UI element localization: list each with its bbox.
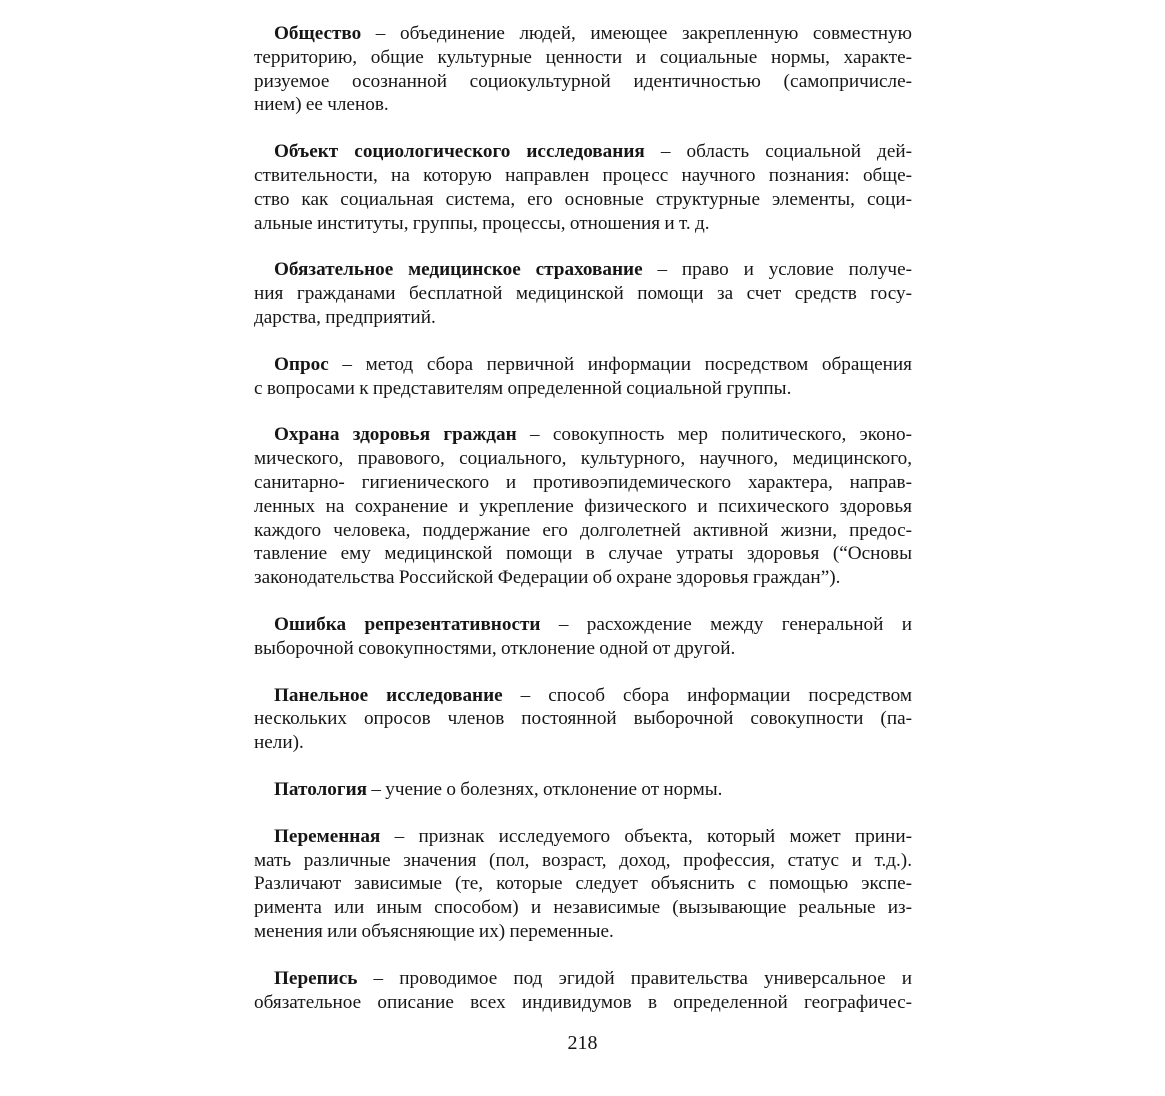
- entry-line: римента или иным способом) и независимые (вызывающие реальные из-: [254, 897, 912, 919]
- entry-line: [254, 140, 912, 164]
- entry-term: Патология: [274, 778, 368, 800]
- entry-line: [254, 778, 912, 802]
- page-body: [254, 22, 912, 1037]
- entry-text: – совокупность мер политического, эконо-: [516, 424, 912, 446]
- entry-line: нели).: [254, 732, 304, 754]
- entry-line: [254, 613, 912, 637]
- entry-text: – признак исследуемого объекта, который может прини-: [380, 825, 912, 847]
- entry-line: ленных на сохранение и укрепление физического и психического здоровья: [254, 495, 912, 517]
- entry-line: ство как социальная система, его основные структурные элементы, соци-: [254, 188, 912, 210]
- entry-line: Различают зависимые (те, которые следует объяснить с помощью экспе-: [254, 873, 912, 895]
- entry-text: – право и условие получе-: [642, 259, 912, 281]
- entry-line: ризуемое осознанной социокультурной идентичностью (самопричисле-: [254, 70, 912, 92]
- entry-term: Опрос: [274, 353, 329, 375]
- entry-text: – область социальной дей-: [644, 141, 912, 163]
- entry-line: мать различные значения (пол, возраст, доход, профессия, статус и т.д.).: [254, 849, 912, 871]
- glossary-entry-peremennaya: [254, 825, 912, 944]
- glossary-entry-oms: [254, 258, 912, 329]
- glossary-entry-panelnoe-issledovanie: [254, 684, 912, 755]
- entry-line: [254, 684, 912, 708]
- entry-text: – объединение людей, имеющее закрепленную совместную: [361, 23, 912, 44]
- entry-line: территорию, общие культурные ценности и социальные нормы, характе-: [254, 46, 912, 68]
- entry-term: Перепись: [274, 967, 358, 989]
- entry-line: ния гражданами бесплатной медицинской помощи за счет средств госу-: [254, 283, 912, 305]
- entry-term: Обязательное медицинское страхование: [274, 259, 643, 281]
- entry-text: – учение о болезнях, отклонение от нормы.: [367, 778, 723, 800]
- entry-text: – проводимое под эгидой правительства универсальное и: [357, 967, 912, 989]
- entry-term: Панельное исследование: [274, 684, 503, 706]
- glossary-entry-patologiya: [254, 778, 912, 802]
- glossary-entry-obshchestvo: [254, 22, 912, 117]
- entry-line: менения или объясняющие их) переменные.: [254, 920, 614, 942]
- entry-line: нескольких опросов членов постоянной выборочной совокупности (па-: [254, 708, 912, 730]
- entry-term: Общество: [274, 23, 362, 44]
- entry-line: [254, 353, 912, 377]
- entry-line: [254, 825, 912, 849]
- entry-line: тавление ему медицинской помощи в случае утраты здоровья (“Основы: [254, 543, 912, 565]
- entry-term: Объект социологического исследования: [274, 141, 645, 163]
- entry-text: – расхождение между генеральной и: [540, 613, 912, 635]
- entry-term: Ошибка репрезентативности: [274, 613, 541, 635]
- entry-line: мического, правового, социального, культурного, научного, медицинского,: [254, 448, 912, 470]
- glossary-entry-opros: [254, 353, 912, 401]
- entry-line: выборочной совокупностями, отклонение одной от другой.: [254, 637, 736, 659]
- glossary-entry-oshibka-reprezentativnosti: [254, 613, 912, 661]
- entry-line: дарства, предприятий.: [254, 306, 436, 328]
- entry-line: каждого человека, поддержание его долголетней активной жизни, предос-: [254, 519, 912, 541]
- entry-line: ствительности, на которую направлен процесс научного познания: обще-: [254, 164, 912, 186]
- entry-line: альные институты, группы, процессы, отношения и т. д.: [254, 212, 710, 234]
- entry-text: – способ сбора информации посредством: [502, 684, 912, 706]
- entry-term: Охрана здоровья граждан: [274, 424, 517, 446]
- entry-line: с вопросами к представителям определенной социальной группы.: [254, 377, 792, 399]
- entry-line: нием) ее членов.: [254, 94, 389, 116]
- entry-line: законодательства Российской Федерации об охране здоровья граждан”).: [254, 567, 841, 589]
- glossary-entry-okhrana-zdorovya: [254, 423, 912, 590]
- glossary-entry-obekt-issledovaniya: [254, 140, 912, 235]
- entry-term: Переменная: [274, 825, 381, 847]
- entry-line: санитарно- гигиенического и противоэпидемического характера, направ-: [254, 471, 912, 493]
- entry-line: обязательное описание всех индивидумов в определенной географичес-: [254, 991, 912, 1013]
- glossary-entry-perepis: [254, 967, 912, 1015]
- entry-line: [254, 22, 912, 46]
- entry-line: [254, 258, 912, 282]
- entry-line: [254, 967, 912, 991]
- entry-line: [254, 423, 912, 447]
- page-number: 218: [567, 1032, 598, 1054]
- entry-text: – метод сбора первичной информации посредством обращения: [328, 353, 912, 375]
